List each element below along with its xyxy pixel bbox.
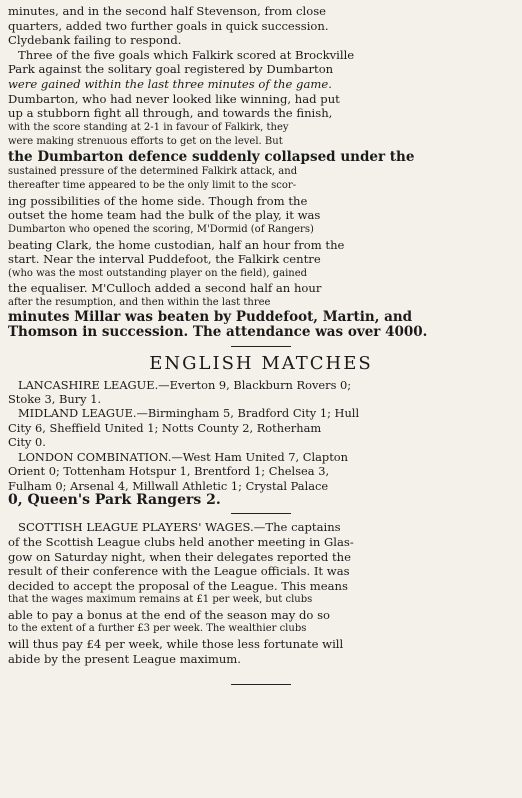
result-line: MIDLAND LEAGUE.—Birmingham 5, Bradford City 1; Hull — [18, 406, 360, 421]
text-line: the Dumbarton defence suddenly collapsed under the — [8, 149, 415, 165]
text-line: that the wages maximum remains at £1 per week, but clubs — [8, 594, 313, 606]
falkirk-dumbarton-report — [8, 4, 514, 340]
text-line: gow on Saturday night, when their delegates reported the — [8, 549, 351, 564]
text-line: beating Clark, the home custodian, half an hour from the — [8, 237, 345, 252]
text-line: Clydebank failing to respond. — [8, 33, 182, 48]
text-line: quarters, added two further goals in quick succession. — [8, 18, 329, 33]
text-line: will thus pay £4 per week, while those less fortunate will — [8, 637, 344, 652]
text-line: thereafter time appeared to be the only limit to the scor- — [8, 180, 297, 192]
result-line: City 6, Sheffield United 1; Notts County 2, Rotherham — [8, 420, 322, 435]
text-line: up a stubborn fight all through, and towards the finish, — [8, 106, 333, 121]
text-line: (who was the most outstanding player on the field), gained — [8, 267, 308, 279]
text-line: minutes, and in the second half Stevenson, from close — [8, 4, 327, 18]
text-line: Park against the solitary goal registered by Dumbarton — [8, 62, 334, 77]
text-line: Dumbarton who opened the scoring, M'Dormid (of Rangers) — [8, 223, 314, 235]
text-line: abide by the present League maximum. — [8, 651, 241, 666]
result-line: Orient 0; Tottenham Hotspur 1, Brentford 1; Chelsea 3, — [8, 464, 330, 479]
text-line: of the Scottish League clubs held another meeting in Glas- — [8, 534, 354, 549]
text-line: outset the home team had the bulk of the play, it was — [8, 208, 321, 223]
text-line: ing possibilities of the home side. Though from the — [8, 193, 308, 208]
text-line: were making strenuous efforts to get on the level. But — [8, 136, 283, 148]
result-line: LONDON COMBINATION.—West Ham United 7, Clapton — [18, 449, 348, 464]
text-line: with the score standing at 2-1 in favour of Falkirk, they — [8, 121, 289, 133]
section-heading: ENGLISH MATCHES — [149, 352, 373, 374]
text-line: start. Near the interval Puddefoot, the Falkirk centre — [8, 252, 321, 267]
section-divider — [231, 684, 291, 685]
text-line: Thomson in succession. The attendance was over 4000. — [8, 325, 428, 340]
text-line: result of their conference with the League officials. It was — [8, 564, 350, 579]
result-line: Fulham 0; Arsenal 4, Millwall Athletic 1; Crystal Palace — [8, 478, 329, 493]
section-divider — [231, 513, 291, 514]
result-line: 0, Queen's Park Rangers 2. — [8, 492, 221, 508]
text-line: minutes Millar was beaten by Puddefoot, Martin, and — [8, 310, 413, 326]
text-line: the equaliser. M'Culloch added a second half an hour — [8, 281, 322, 296]
result-line: LANCASHIRE LEAGUE.—Everton 9, Blackburn Rovers 0; — [18, 377, 352, 392]
text-line: Three of the five goals which Falkirk scored at Brockville — [18, 47, 355, 62]
result-line: City 0. — [8, 435, 46, 450]
section-divider — [231, 346, 291, 347]
english-results — [8, 378, 514, 508]
text-line: to the extent of a further £3 per week. The wealthier clubs — [8, 623, 307, 635]
text-line: able to pay a bonus at the end of the season may do so — [8, 607, 331, 622]
result-line: Stoke 3, Bury 1. — [8, 392, 102, 407]
text-line: were gained within the last three minutes of the game. — [8, 76, 332, 91]
text-line: Dumbarton, who had never looked like winning, had put — [8, 91, 340, 106]
text-line: after the resumption, and then within the last three — [8, 296, 271, 308]
text-line: decided to accept the proposal of the League. This means — [8, 578, 348, 593]
text-line: SCOTTISH LEAGUE PLAYERS' WAGES.—The captains — [18, 520, 341, 535]
wages-report — [8, 520, 514, 666]
text-line: sustained pressure of the determined Falkirk attack, and — [8, 165, 298, 177]
